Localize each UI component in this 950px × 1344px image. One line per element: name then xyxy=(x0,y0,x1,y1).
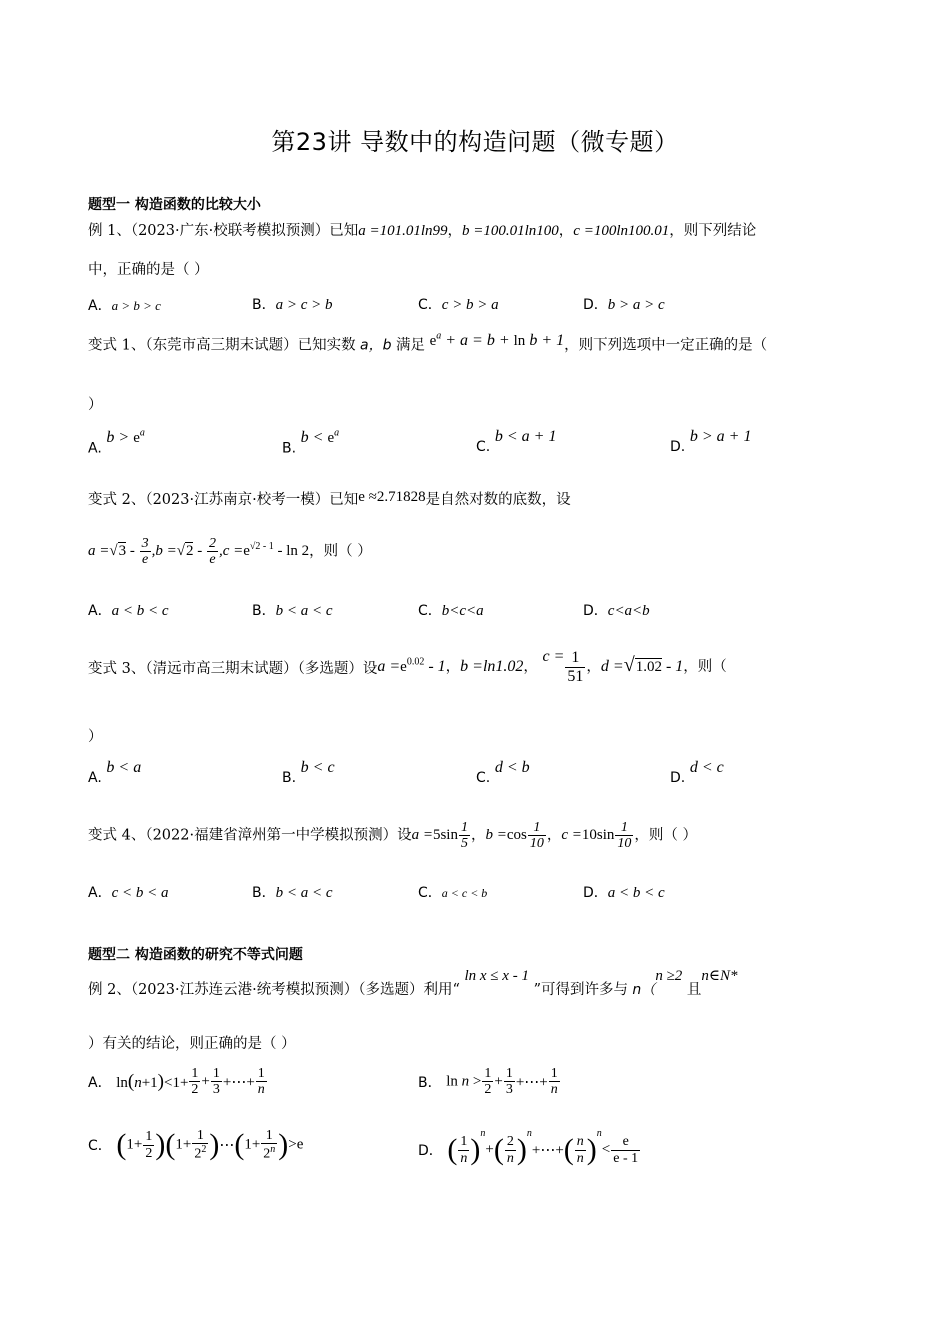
example-2-and: 且 xyxy=(686,982,702,998)
variant-4-option-d[interactable]: D．a < b < c xyxy=(583,885,665,901)
variant-2-formula: a =√3 - $\frac{3}{e}$ ,b =√2 - $\frac{2}{e}$ $,c =e^{√2 - 1} - \ln 2$ xyxy=(88,536,310,568)
variant-4-option-c[interactable]: C．a < c < b xyxy=(418,885,488,901)
variant-2-e-approx: e ≈2.71828 xyxy=(358,489,426,505)
variant-1-option-d[interactable]: D. b > a + 1 xyxy=(670,428,752,455)
example-1-option-a[interactable]: A．a > b > c xyxy=(88,298,161,314)
variant-3-suffix: ，则（ xyxy=(683,659,727,675)
variant-3-c: c = xyxy=(542,648,565,665)
variant-1-option-b[interactable]: B. $b < e^a$ xyxy=(282,428,340,457)
variant-2-option-d[interactable]: D．c<a<b xyxy=(583,603,650,619)
example-1-stem: 例 1、（2023·广东·校联考模拟预测）已知a =101.01ln99，b =100.01ln100，c =100ln100.01，则下列结论 xyxy=(88,223,757,239)
example-1-option-d[interactable]: D．b > a > c xyxy=(583,297,665,313)
example-1-cont: 中，正确的是（ ） xyxy=(88,262,209,278)
variant-2-tail: ，则（ ） xyxy=(309,543,372,560)
example-2-mid: ”可得到许多与 xyxy=(533,982,628,998)
variant-4-c: c =10sin $\frac{1}{10}$ xyxy=(561,820,632,852)
variant-2-option-b[interactable]: B．b < a < c xyxy=(252,603,333,619)
variant-4-prefix: 变式 4、（2022·福建省漳州第一中学模拟预测）设 xyxy=(88,827,412,844)
variant-3-option-d[interactable]: D. d < c xyxy=(670,759,724,786)
variant-3-option-c[interactable]: C. d < b xyxy=(476,759,530,786)
variant-1-condition: $e^a + a = b + \ln b + 1$ xyxy=(429,331,565,350)
variant-3-prefix: 变式 3、（清远市高三期末试题）（多选题）设 xyxy=(88,661,378,677)
variant-3-a: $a =e^{0.02} - 1$ xyxy=(377,656,446,675)
variant-4-suffix: ，则（ ） xyxy=(634,827,698,844)
page-title: 第23讲 导数中的构造问题（微专题） xyxy=(271,128,679,156)
variant-4-stem: 变式 4、（2022·福建省漳州第一中学模拟预测）设a =5sin $\frac{1}{5}$ ，b =cos $\frac{1}{10}$ ，c =10sin $\frac{1}{10}$ ，则（ ） xyxy=(88,820,698,852)
example-1-a: a =101.01ln99 xyxy=(358,223,448,239)
variant-4-option-b[interactable]: B．b < a < c xyxy=(252,885,333,901)
variant-1-option-a[interactable]: A. $b > e^a$ xyxy=(88,428,145,457)
example-2-cont: ）有关的结论，则正确的是（ ） xyxy=(88,1036,296,1052)
variant-2-suffix: 是自然对数的底数，设 xyxy=(425,492,571,508)
example-2-option-d[interactable]: D． ( $\frac{1}{n}$ )$^n$+( $\frac{2}{n}$ )$^n$+⋯+( $\frac{n}{n}$ )$^n$< $\frac{e}{e - 1}$ xyxy=(418,1128,639,1166)
variant-3-option-a[interactable]: A. b < a xyxy=(88,759,142,786)
variant-3-cont: ） xyxy=(88,729,103,745)
example-2-stem xyxy=(88,966,738,999)
variant-1-vars: a，b xyxy=(355,337,396,354)
variant-1-suffix: ，则下列选项中一定正确的是（ xyxy=(564,337,768,354)
variant-1-prefix: 变式 1、（东莞市高三期末试题）已知实数 xyxy=(88,337,356,354)
example-2-n: n（ xyxy=(627,982,656,998)
variant-2-prefix: 变式 2、（2023·江苏南京·校考一模）已知 xyxy=(88,492,359,508)
variant-3-b: b =ln1.02 xyxy=(460,658,524,675)
example-2-option-a[interactable]: A． ln(n+1)<1+ $\frac{1}{2}$ + $\frac{1}{3}$ +⋯+ $\frac{1}{n}$ xyxy=(88,1066,265,1098)
example-1-suffix: ，则下列结论 xyxy=(669,223,757,239)
example-2-prefix: 例 2、（2023·江苏连云港·统考模拟预测）（多选题）利用“ xyxy=(88,982,460,998)
example-2-n-set: n∈N* xyxy=(701,968,738,984)
section-heading-2: 题型二 构造函数的研究不等式问题 xyxy=(88,947,303,963)
example-2-option-c[interactable]: C． (1+ $\frac{1}{2}$ )(1+ $\frac{1}{2^2}$ )⋯(1+ $\frac{1}{2^n}$ )>e xyxy=(88,1128,304,1163)
example-1-b: b =100.01ln100 xyxy=(462,223,559,239)
variant-2-option-c[interactable]: C．b<c<a xyxy=(418,603,484,619)
variant-2-formula-line xyxy=(88,536,372,568)
section-heading-1: 题型一 构造函数的比较大小 xyxy=(88,197,261,213)
variant-3-d: d =√1.02 - 1 xyxy=(600,654,684,676)
variant-4-b: b =cos $\frac{1}{10}$ xyxy=(485,820,544,852)
variant-4-option-a[interactable]: A．c < b < a xyxy=(88,885,169,901)
variant-3-stem: 变式 3、（清远市高三期末试题）（多选题）设$a =e^{0.02} - 1$，b =ln1.02， c = $\frac{1}{51}$ ，d =√1.02 - 1，则（ xyxy=(88,648,727,685)
variant-2-stem xyxy=(88,488,571,509)
variant-4-a: a =5sin $\frac{1}{5}$ xyxy=(411,820,468,852)
example-1-c: c =100ln100.01 xyxy=(573,223,670,239)
variant-1-stem xyxy=(88,331,767,354)
example-1-prefix: 例 1、（2023·广东·校联考模拟预测）已知 xyxy=(88,223,359,239)
variant-3-option-b[interactable]: B. b < c xyxy=(282,759,335,786)
variant-2-option-a[interactable]: A．a < b < c xyxy=(88,603,169,619)
variant-1-cont: ） xyxy=(88,397,103,413)
example-2-n-cond: n ≥2 xyxy=(655,968,683,984)
example-2-option-b[interactable]: B． ln n > $\frac{1}{2}$ + $\frac{1}{3}$ +⋯+ $\frac{1}{n}$ xyxy=(418,1066,558,1098)
example-1-option-c[interactable]: C．c > b > a xyxy=(418,297,499,313)
example-1-option-b[interactable]: B．a > c > b xyxy=(252,297,333,313)
example-2-ineq: ln x ≤ x - 1 xyxy=(464,968,529,984)
variant-1-mid: 满足 xyxy=(395,337,425,354)
variant-1-option-c[interactable]: C. b < a + 1 xyxy=(476,428,557,455)
